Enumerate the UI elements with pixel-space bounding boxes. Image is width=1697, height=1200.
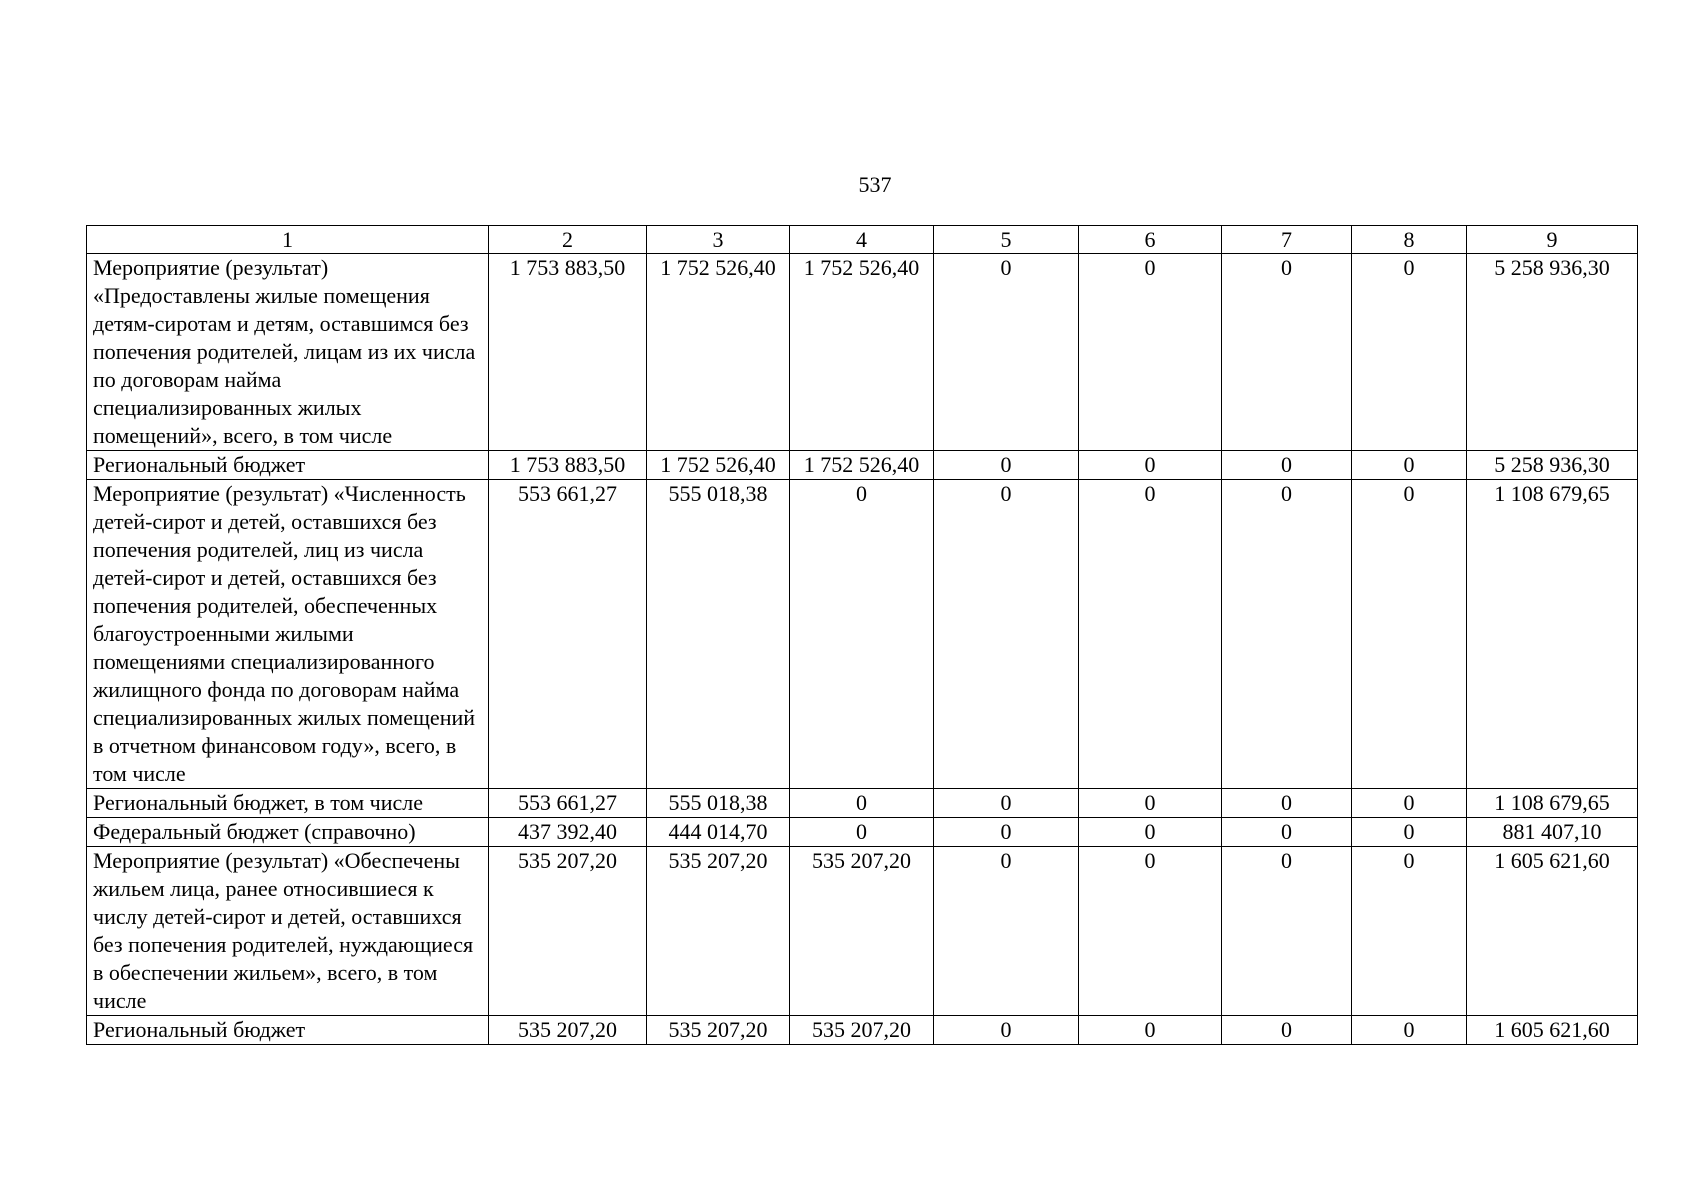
- cell-value: 535 207,20: [647, 1016, 790, 1045]
- column-header: 9: [1467, 226, 1638, 254]
- cell-value: 0: [1079, 847, 1222, 1016]
- row-name: Региональный бюджет: [87, 451, 489, 480]
- row-name: Региональный бюджет, в том числе: [87, 789, 489, 818]
- cell-value: 0: [1352, 480, 1467, 789]
- cell-value: 0: [1352, 254, 1467, 451]
- column-header: 3: [647, 226, 790, 254]
- cell-total: 881 407,10: [1467, 818, 1638, 847]
- cell-value: 0: [1079, 451, 1222, 480]
- table-row: [87, 480, 1638, 789]
- cell-value: 1 753 883,50: [489, 451, 647, 480]
- cell-value: 0: [1222, 254, 1352, 451]
- cell-total: 5 258 936,30: [1467, 451, 1638, 480]
- cell-value: 0: [934, 789, 1079, 818]
- column-header: 1: [87, 226, 489, 254]
- table-row: [87, 1016, 1638, 1045]
- page-number: 537: [858, 172, 892, 197]
- cell-value: 0: [1352, 789, 1467, 818]
- cell-total: 1 108 679,65: [1467, 789, 1638, 818]
- table-row: [87, 789, 1638, 818]
- cell-value: 0: [934, 254, 1079, 451]
- cell-value: 535 207,20: [489, 847, 647, 1016]
- cell-value: 0: [1222, 451, 1352, 480]
- cell-value: 535 207,20: [489, 1016, 647, 1045]
- cell-total: 1 108 679,65: [1467, 480, 1638, 789]
- row-name: Федеральный бюджет (справочно): [87, 818, 489, 847]
- cell-total: 1 605 621,60: [1467, 847, 1638, 1016]
- cell-value: 1 752 526,40: [647, 451, 790, 480]
- table-row: [87, 818, 1638, 847]
- cell-value: 0: [1352, 847, 1467, 1016]
- cell-value: 0: [1352, 451, 1467, 480]
- cell-value: 0: [790, 480, 934, 789]
- cell-value: 555 018,38: [647, 789, 790, 818]
- cell-value: 1 752 526,40: [647, 254, 790, 451]
- table-row: [87, 254, 1638, 451]
- table-row: [87, 847, 1638, 1016]
- column-header: 6: [1079, 226, 1222, 254]
- cell-total: 5 258 936,30: [1467, 254, 1638, 451]
- cell-value: 0: [934, 480, 1079, 789]
- row-name: Мероприятие (результат) «Предоставлены жилые помещения детям-сиротам и детям, оставшимся без попечения родителей, лицам из их числа по договорам найма специализированных жилых помещений», всего, в том числе: [87, 254, 489, 451]
- cell-value: 0: [1222, 789, 1352, 818]
- cell-total: 1 605 621,60: [1467, 1016, 1638, 1045]
- cell-value: 1 752 526,40: [790, 451, 934, 480]
- cell-value: 553 661,27: [489, 480, 647, 789]
- cell-value: 0: [1079, 1016, 1222, 1045]
- table-row: [87, 451, 1638, 480]
- cell-value: 444 014,70: [647, 818, 790, 847]
- cell-value: 553 661,27: [489, 789, 647, 818]
- cell-value: 535 207,20: [790, 847, 934, 1016]
- cell-value: 0: [934, 451, 1079, 480]
- cell-value: 535 207,20: [647, 847, 790, 1016]
- cell-value: 0: [1079, 789, 1222, 818]
- cell-value: 1 753 883,50: [489, 254, 647, 451]
- cell-value: 0: [1079, 254, 1222, 451]
- cell-value: 0: [790, 789, 934, 818]
- cell-value: 0: [934, 1016, 1079, 1045]
- cell-value: 0: [1222, 1016, 1352, 1045]
- cell-value: 0: [1222, 847, 1352, 1016]
- cell-value: 535 207,20: [790, 1016, 934, 1045]
- cell-value: 0: [790, 818, 934, 847]
- cell-value: 0: [1222, 818, 1352, 847]
- row-name: Региональный бюджет: [87, 1016, 489, 1045]
- column-header: 7: [1222, 226, 1352, 254]
- cell-value: 555 018,38: [647, 480, 790, 789]
- cell-value: 0: [1352, 818, 1467, 847]
- cell-value: 1 752 526,40: [790, 254, 934, 451]
- cell-value: 0: [1079, 818, 1222, 847]
- cell-value: 437 392,40: [489, 818, 647, 847]
- cell-value: 0: [1222, 480, 1352, 789]
- budget-table: [86, 225, 1638, 1045]
- row-name: Мероприятие (результат) «Обеспечены жильем лица, ранее относившиеся к числу детей-сирот и детей, оставшихся без попечения родителей, нуждающиеся в обеспечении жильем», всего, в том числе: [87, 847, 489, 1016]
- row-name: Мероприятие (результат) «Численность детей-сирот и детей, оставшихся без попечения родителей, лиц из числа детей-сирот и детей, оставшихся без попечения родителей, обеспеченных благоустроенными жилыми помещениями специализированного жилищного фонда по договорам найма специализированных жилых помещений в отчетном финансовом году», всего, в том числе: [87, 480, 489, 789]
- column-header: 8: [1352, 226, 1467, 254]
- cell-value: 0: [934, 847, 1079, 1016]
- column-header: 5: [934, 226, 1079, 254]
- column-header: 4: [790, 226, 934, 254]
- header-row: [87, 226, 1638, 254]
- cell-value: 0: [1352, 1016, 1467, 1045]
- column-header: 2: [489, 226, 647, 254]
- cell-value: 0: [934, 818, 1079, 847]
- cell-value: 0: [1079, 480, 1222, 789]
